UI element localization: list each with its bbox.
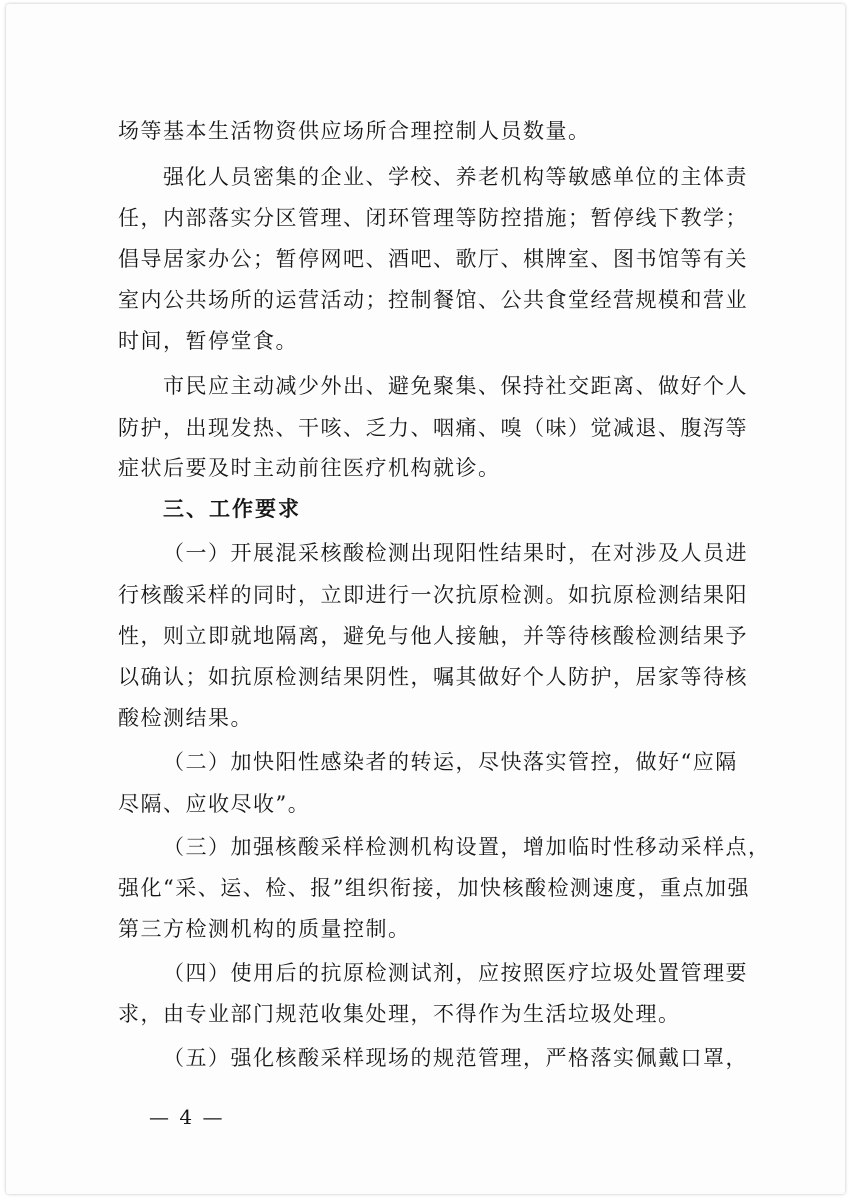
text-line: 强化“采、运、检、报”组织衔接，加快核酸检测速度，重点加强 bbox=[118, 876, 750, 900]
text-line: （二）加快阳性感染者的转运，尽快落实管控，做好“应隔 bbox=[163, 750, 738, 774]
text-line: 强化人员密集的企业、学校、养老机构等敏感单位的主体责 bbox=[163, 165, 748, 189]
text-line: 性，则立即就地隔离，避免与他人接触，并等待核酸检测结果予 bbox=[118, 624, 748, 648]
text-line: （一）开展混采核酸检测出现阳性结果时，在对涉及人员进 bbox=[163, 541, 748, 565]
text-line: 场等基本生活物资供应场所合理控制人员数量。 bbox=[118, 119, 591, 143]
text-line: 尽隔、应收尽收”。 bbox=[118, 792, 311, 816]
section-heading: 三、工作要求 bbox=[163, 496, 301, 521]
text-line: 求，由专业部门规范收集处理，不得作为生活垃圾处理。 bbox=[118, 1002, 681, 1026]
text-line: 市民应主动减少外出、避免聚集、保持社交距离、做好个人 bbox=[163, 374, 748, 398]
page-number: — 4 — bbox=[149, 1105, 225, 1129]
text-line: 倡导居家办公；暂停网吧、酒吧、歌厅、棋牌室、图书馆等有关 bbox=[118, 247, 748, 271]
text-line: 任，内部落实分区管理、闭环管理等防控措施；暂停线下教学； bbox=[118, 206, 748, 230]
text-line: 室内公共场所的运营活动；控制餐馆、公共食堂经营规模和营业 bbox=[118, 288, 748, 312]
text-line: （五）强化核酸采样现场的规范管理，严格落实佩戴口罩， bbox=[163, 1046, 748, 1070]
text-line: 行核酸采样的同时，立即进行一次抗原检测。如抗原检测结果阳 bbox=[118, 583, 748, 607]
text-line: （三）加强核酸采样检测机构设置，增加临时性移动采样点， bbox=[163, 835, 771, 859]
text-line: 防护，出现发热、干咳、乏力、咽痛、嗅（味）觉减退、腹泻等 bbox=[118, 416, 748, 440]
text-line: 第三方检测机构的质量控制。 bbox=[118, 917, 411, 941]
document-sheet bbox=[6, 4, 845, 1194]
text-line: 症状后要及时主动前往医疗机构就诊。 bbox=[118, 456, 501, 480]
text-line: 时间，暂停堂食。 bbox=[118, 329, 298, 353]
text-line: （四）使用后的抗原检测试剂，应按照医疗垃圾处置管理要 bbox=[163, 961, 748, 985]
text-line: 酸检测结果。 bbox=[118, 706, 253, 730]
text-line: 以确认；如抗原检测结果阴性，嘱其做好个人防护，居家等待核 bbox=[118, 665, 748, 689]
